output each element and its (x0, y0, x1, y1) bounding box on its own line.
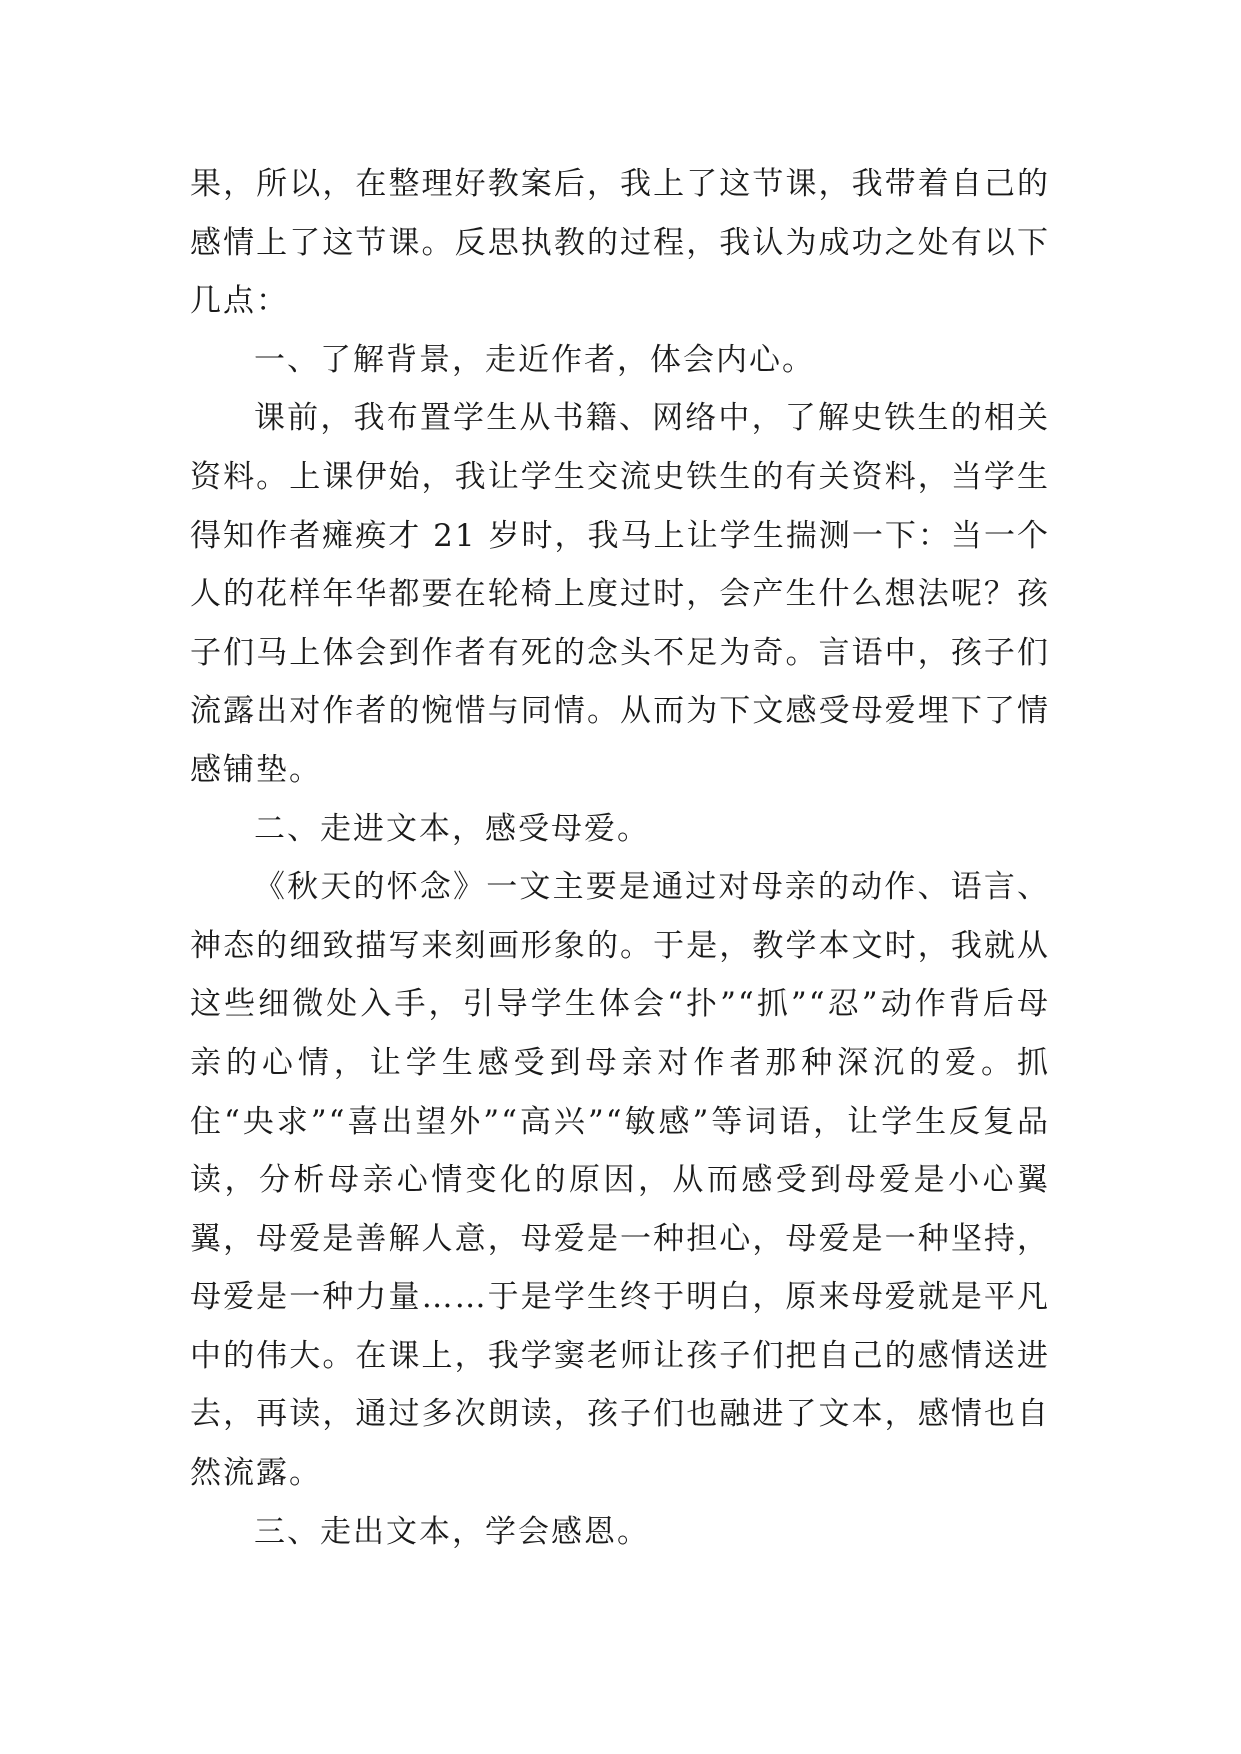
paragraph-text-study: 《秋天的怀念》一文主要是通过对母亲的动作、语言、神态的细致描写来刻画形象的。于是，教学本文时，我就从这些细微处入手，引导学生体会“扑”“抓”“忍”动作背后母亲的心情，让学生感受到母亲对作者那种深沉的爱。抓住“央求”“喜出望外”“高兴”“敏感”等词语，让学生反复品读，分析母亲心情变化的原因，从而感受到母爱是小心翼翼，母爱是善解人意，母爱是一种担心，母爱是一种坚持，母爱是一种力量……于是学生终于明白，原来母爱就是平凡中的伟大。在课上，我学窦老师让孩子们把自己的感情送进去，再读，通过多次朗读，孩子们也融进了文本，感情也自然流露。 (190, 869, 1050, 1492)
section-heading-3: 三、走出文本，学会感恩。 (254, 1513, 650, 1550)
paragraph-continuation: 果，所以，在整理好教案后，我上了这节课，我带着自己的感情上了这节课。反思执教的过程，我认为成功之处有以下几点： (190, 166, 1050, 320)
section-heading-1: 一、了解背景，走近作者，体会内心。 (254, 341, 815, 378)
section-heading-2: 二、走进文本，感受母爱。 (254, 810, 650, 847)
paragraph-background: 课前，我布置学生从书籍、网络中，了解史铁生的相关资料。上课伊始，我让学生交流史铁生的有关资料，当学生得知作者瘫痪才 21 岁时，我马上让学生揣测一下：当一个人的花样年华都要在轮椅上度过时，会产生什么想法呢？孩子们马上体会到作者有死的念头不足为奇。言语中，孩子们流露出对作者的惋惜与同情。从而为下文感受母爱埋下了情感铺垫。 (190, 400, 1050, 788)
document-body (190, 155, 1050, 1561)
